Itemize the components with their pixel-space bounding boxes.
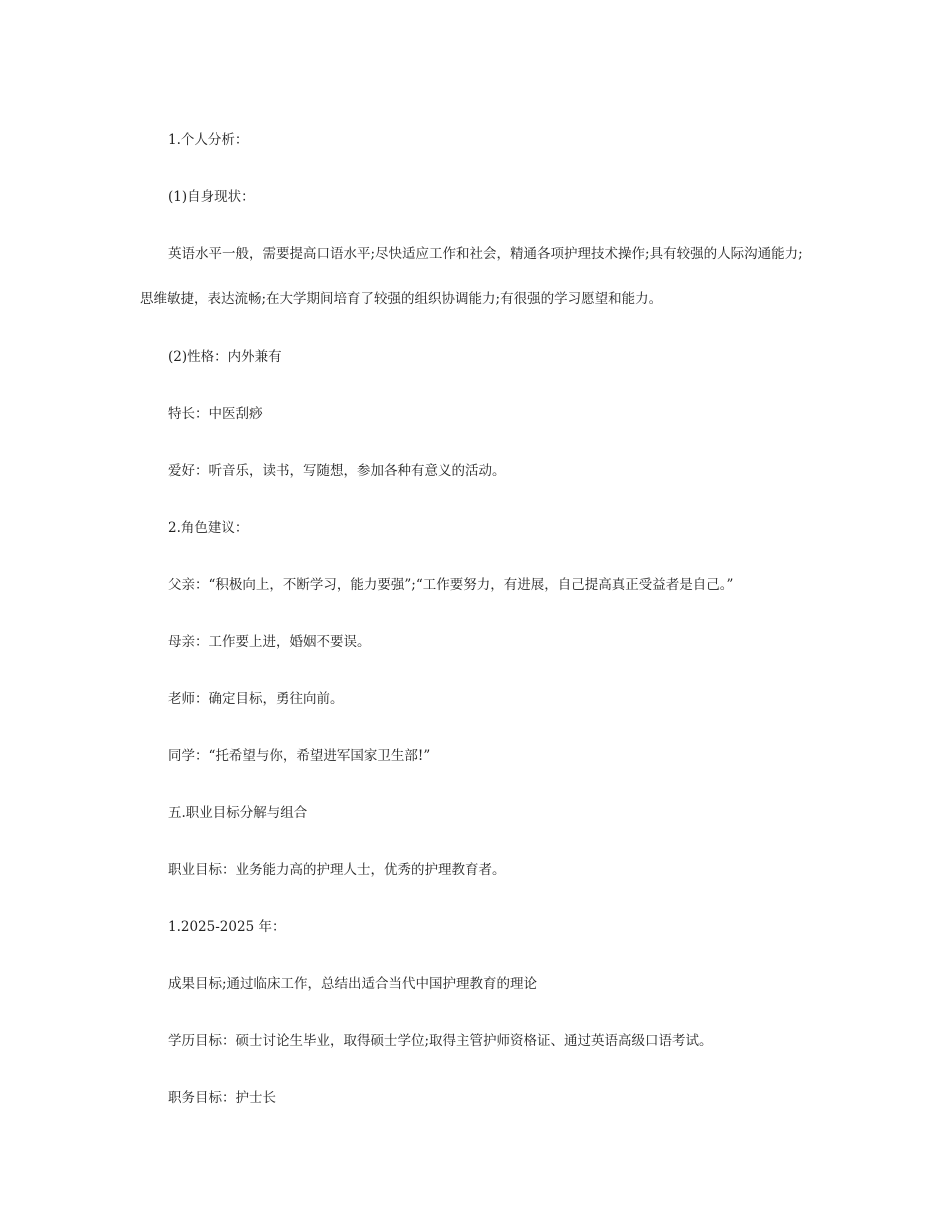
paragraph-hobbies: 爱好：听音乐，读书，写随想，参加各种有意义的活动。: [168, 463, 506, 479]
document-body: [140, 128, 815, 1143]
section-heading-career-goals: 五.职业目标分解与组合: [168, 805, 308, 821]
subheading-current-status: (1)自身现状：: [168, 189, 255, 205]
paragraph-position-goal: 职务目标：护士长: [168, 1090, 276, 1106]
paragraph-classmate: 同学：“托希望与你，希望进军国家卫生部!”: [168, 748, 431, 764]
paragraph-achievement-goal: 成果目标;通过临床工作，总结出适合当代中国护理教育的理论: [168, 976, 538, 992]
paragraph-specialty: 特长：中医刮痧: [168, 406, 263, 422]
paragraph-teacher: 老师：确定目标，勇往向前。: [168, 691, 344, 707]
section-heading-personal-analysis: 1.个人分析：: [168, 132, 249, 148]
paragraph-current-status: 英语水平一般，需要提高口语水平;尽快适应工作和社会，精通各项护理技术操作;具有较强的人际沟通能力;思维敏捷，表达流畅;在大学期间培育了较强的组织协调能力;有很强的学习愿望和能力。: [140, 246, 803, 307]
paragraph-father: 父亲：“积极向上，不断学习，能力要强”;“工作要努力，有进展，自己提高真正受益者是自己。”: [168, 577, 734, 593]
section-heading-role-advice: 2.角色建议：: [168, 520, 249, 536]
subheading-period: 1.2025-2025 年：: [168, 919, 286, 935]
paragraph-career-goal: 职业目标：业务能力高的护理人士，优秀的护理教育者。: [168, 862, 506, 878]
paragraph-education-goal: 学历目标：硕士讨论生毕业，取得硕士学位;取得主管护师资格证、通过英语高级口语考试。: [168, 1033, 713, 1049]
paragraph-personality: (2)性格：内外兼有: [168, 349, 282, 365]
paragraph-mother: 母亲：工作要上进，婚姻不要误。: [168, 634, 371, 650]
